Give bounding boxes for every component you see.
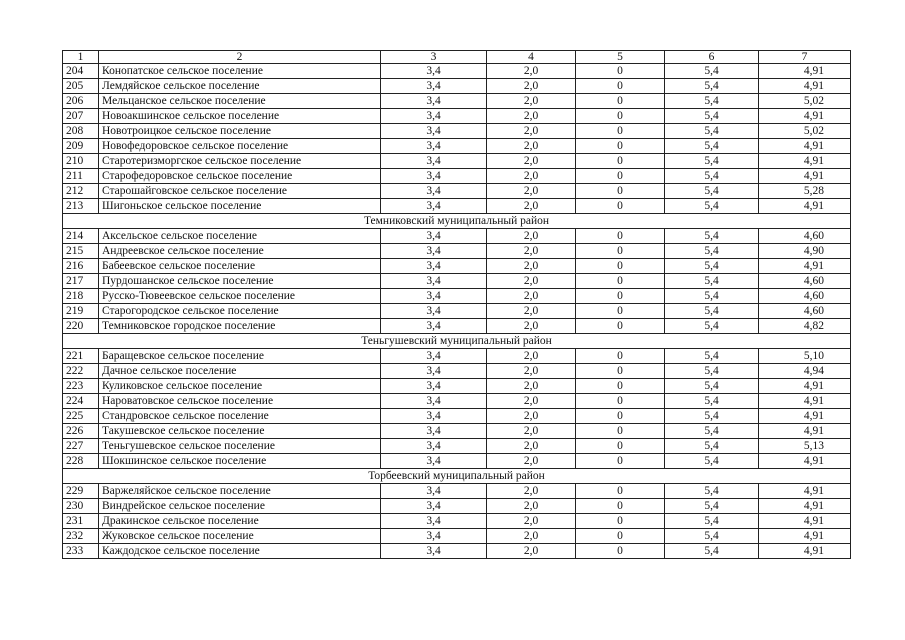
row-number-cell: 230 [63, 499, 99, 514]
col7-cell: 4,60 [759, 304, 851, 319]
settlement-name-cell: Новотроицкое сельское поселение [99, 124, 381, 139]
col4-cell: 2,0 [487, 514, 576, 529]
table-row [63, 349, 851, 364]
col5-cell: 0 [576, 379, 665, 394]
col3-cell: 3,4 [381, 439, 487, 454]
settlement-name-cell: Мельцанское сельское поселение [99, 94, 381, 109]
settlement-name-cell: Шокшинское сельское поселение [99, 454, 381, 469]
section-row [63, 334, 851, 349]
col4-cell: 2,0 [487, 499, 576, 514]
col7-cell: 4,82 [759, 319, 851, 334]
col7-cell: 4,91 [759, 454, 851, 469]
row-number-cell: 218 [63, 289, 99, 304]
col6-cell: 5,4 [665, 124, 759, 139]
col6-cell: 5,4 [665, 259, 759, 274]
table-row [63, 184, 851, 199]
row-number-cell: 220 [63, 319, 99, 334]
settlement-name-cell: Старошайговское сельское поселение [99, 184, 381, 199]
col7-cell: 4,91 [759, 499, 851, 514]
row-number-cell: 224 [63, 394, 99, 409]
table-row [63, 289, 851, 304]
col3-cell: 3,4 [381, 349, 487, 364]
col7-cell: 5,28 [759, 184, 851, 199]
col6-cell: 5,4 [665, 289, 759, 304]
col4-cell: 2,0 [487, 79, 576, 94]
col3-cell: 3,4 [381, 94, 487, 109]
col4-cell: 2,0 [487, 319, 576, 334]
table-row [63, 124, 851, 139]
settlement-name-cell: Новофедоровское сельское поселение [99, 139, 381, 154]
col6-cell: 5,4 [665, 454, 759, 469]
settlement-name-cell: Каждодское сельское поселение [99, 544, 381, 559]
col4-cell: 2,0 [487, 94, 576, 109]
col7-cell: 4,91 [759, 169, 851, 184]
col7-cell: 4,91 [759, 109, 851, 124]
col3-cell: 3,4 [381, 409, 487, 424]
table-row [63, 229, 851, 244]
col5-cell: 0 [576, 439, 665, 454]
settlement-name-cell: Виндрейское сельское поселение [99, 499, 381, 514]
col4-cell: 2,0 [487, 529, 576, 544]
col5-cell: 0 [576, 139, 665, 154]
col3-cell: 3,4 [381, 109, 487, 124]
table-row [63, 439, 851, 454]
table-row [63, 64, 851, 79]
col5-cell: 0 [576, 529, 665, 544]
col7-cell: 4,60 [759, 289, 851, 304]
col3-cell: 3,4 [381, 259, 487, 274]
col5-cell: 0 [576, 124, 665, 139]
table-row [63, 529, 851, 544]
col6-cell: 5,4 [665, 349, 759, 364]
col6-cell: 5,4 [665, 229, 759, 244]
col3-cell: 3,4 [381, 139, 487, 154]
col5-cell: 0 [576, 364, 665, 379]
header-cell: 4 [487, 51, 576, 64]
settlement-name-cell: Такушевское сельское поселение [99, 424, 381, 439]
col6-cell: 5,4 [665, 274, 759, 289]
section-title: Торбеевский муниципальный район [63, 469, 851, 484]
col3-cell: 3,4 [381, 304, 487, 319]
col3-cell: 3,4 [381, 379, 487, 394]
col7-cell: 4,91 [759, 544, 851, 559]
row-number-cell: 213 [63, 199, 99, 214]
settlement-name-cell: Стандровское сельское поселение [99, 409, 381, 424]
col4-cell: 2,0 [487, 154, 576, 169]
row-number-cell: 232 [63, 529, 99, 544]
row-number-cell: 219 [63, 304, 99, 319]
row-number-cell: 214 [63, 229, 99, 244]
table-row [63, 259, 851, 274]
col4-cell: 2,0 [487, 409, 576, 424]
table-row [63, 454, 851, 469]
col3-cell: 3,4 [381, 274, 487, 289]
row-number-cell: 210 [63, 154, 99, 169]
col5-cell: 0 [576, 154, 665, 169]
col5-cell: 0 [576, 109, 665, 124]
row-number-cell: 231 [63, 514, 99, 529]
col6-cell: 5,4 [665, 379, 759, 394]
col3-cell: 3,4 [381, 124, 487, 139]
col4-cell: 2,0 [487, 484, 576, 499]
row-number-cell: 217 [63, 274, 99, 289]
col4-cell: 2,0 [487, 349, 576, 364]
col4-cell: 2,0 [487, 169, 576, 184]
col7-cell: 5,02 [759, 124, 851, 139]
header-cell: 3 [381, 51, 487, 64]
row-number-cell: 223 [63, 379, 99, 394]
settlement-name-cell: Шигоньское сельское поселение [99, 199, 381, 214]
col3-cell: 3,4 [381, 499, 487, 514]
col4-cell: 2,0 [487, 229, 576, 244]
col6-cell: 5,4 [665, 94, 759, 109]
col7-cell: 5,02 [759, 94, 851, 109]
header-cell: 6 [665, 51, 759, 64]
settlement-name-cell: Новоакшинское сельское поселение [99, 109, 381, 124]
table-row [63, 379, 851, 394]
table-row [63, 199, 851, 214]
row-number-cell: 206 [63, 94, 99, 109]
col3-cell: 3,4 [381, 514, 487, 529]
col3-cell: 3,4 [381, 529, 487, 544]
col5-cell: 0 [576, 319, 665, 334]
col3-cell: 3,4 [381, 364, 487, 379]
header-cell: 7 [759, 51, 851, 64]
col7-cell: 5,13 [759, 439, 851, 454]
row-number-cell: 226 [63, 424, 99, 439]
col6-cell: 5,4 [665, 109, 759, 124]
col7-cell: 4,90 [759, 244, 851, 259]
col4-cell: 2,0 [487, 394, 576, 409]
col5-cell: 0 [576, 229, 665, 244]
col5-cell: 0 [576, 259, 665, 274]
settlement-name-cell: Темниковское городское поселение [99, 319, 381, 334]
col5-cell: 0 [576, 409, 665, 424]
col6-cell: 5,4 [665, 79, 759, 94]
col7-cell: 4,91 [759, 64, 851, 79]
col7-cell: 4,60 [759, 229, 851, 244]
col3-cell: 3,4 [381, 424, 487, 439]
col4-cell: 2,0 [487, 424, 576, 439]
col4-cell: 2,0 [487, 64, 576, 79]
col4-cell: 2,0 [487, 289, 576, 304]
table-row [63, 409, 851, 424]
col6-cell: 5,4 [665, 169, 759, 184]
row-number-cell: 216 [63, 259, 99, 274]
row-number-cell: 221 [63, 349, 99, 364]
col5-cell: 0 [576, 394, 665, 409]
col7-cell: 4,91 [759, 199, 851, 214]
col4-cell: 2,0 [487, 439, 576, 454]
row-number-cell: 215 [63, 244, 99, 259]
col3-cell: 3,4 [381, 454, 487, 469]
col6-cell: 5,4 [665, 139, 759, 154]
col6-cell: 5,4 [665, 514, 759, 529]
table-row [63, 274, 851, 289]
settlement-name-cell: Аксельское сельское поселение [99, 229, 381, 244]
col6-cell: 5,4 [665, 319, 759, 334]
section-title: Теньгушевский муниципальный район [63, 334, 851, 349]
table-row [63, 169, 851, 184]
col4-cell: 2,0 [487, 244, 576, 259]
col6-cell: 5,4 [665, 544, 759, 559]
table-row [63, 424, 851, 439]
col5-cell: 0 [576, 484, 665, 499]
col7-cell: 4,94 [759, 364, 851, 379]
row-number-cell: 211 [63, 169, 99, 184]
col4-cell: 2,0 [487, 259, 576, 274]
settlement-name-cell: Конопатское сельское поселение [99, 64, 381, 79]
col5-cell: 0 [576, 184, 665, 199]
row-number-cell: 225 [63, 409, 99, 424]
col5-cell: 0 [576, 169, 665, 184]
header-cell: 5 [576, 51, 665, 64]
col3-cell: 3,4 [381, 79, 487, 94]
col7-cell: 4,91 [759, 424, 851, 439]
col5-cell: 0 [576, 424, 665, 439]
col5-cell: 0 [576, 349, 665, 364]
row-number-cell: 204 [63, 64, 99, 79]
col3-cell: 3,4 [381, 154, 487, 169]
row-number-cell: 229 [63, 484, 99, 499]
col5-cell: 0 [576, 244, 665, 259]
header-cell: 1 [63, 51, 99, 64]
col5-cell: 0 [576, 514, 665, 529]
table-row [63, 484, 851, 499]
col7-cell: 4,91 [759, 259, 851, 274]
col7-cell: 4,91 [759, 409, 851, 424]
col6-cell: 5,4 [665, 439, 759, 454]
table-row [63, 394, 851, 409]
row-number-cell: 222 [63, 364, 99, 379]
data-table [62, 50, 851, 559]
col6-cell: 5,4 [665, 184, 759, 199]
col3-cell: 3,4 [381, 484, 487, 499]
table-row [63, 94, 851, 109]
col4-cell: 2,0 [487, 304, 576, 319]
table-body [63, 64, 851, 559]
settlement-name-cell: Куликовское сельское поселение [99, 379, 381, 394]
row-number-cell: 212 [63, 184, 99, 199]
col5-cell: 0 [576, 304, 665, 319]
settlement-name-cell: Старофедоровское сельское поселение [99, 169, 381, 184]
col7-cell: 5,10 [759, 349, 851, 364]
row-number-cell: 205 [63, 79, 99, 94]
col4-cell: 2,0 [487, 454, 576, 469]
row-number-cell: 207 [63, 109, 99, 124]
col7-cell: 4,91 [759, 394, 851, 409]
col7-cell: 4,60 [759, 274, 851, 289]
col6-cell: 5,4 [665, 484, 759, 499]
col4-cell: 2,0 [487, 199, 576, 214]
section-row [63, 214, 851, 229]
col4-cell: 2,0 [487, 274, 576, 289]
col3-cell: 3,4 [381, 229, 487, 244]
table-row [63, 319, 851, 334]
table-row [63, 154, 851, 169]
section-title: Темниковский муниципальный район [63, 214, 851, 229]
settlement-name-cell: Дракинское сельское поселение [99, 514, 381, 529]
table-row [63, 139, 851, 154]
settlement-name-cell: Теньгушевское сельское поселение [99, 439, 381, 454]
col5-cell: 0 [576, 64, 665, 79]
settlement-name-cell: Варжеляйское сельское поселение [99, 484, 381, 499]
row-number-cell: 209 [63, 139, 99, 154]
col7-cell: 4,91 [759, 514, 851, 529]
col7-cell: 4,91 [759, 154, 851, 169]
col5-cell: 0 [576, 499, 665, 514]
col5-cell: 0 [576, 199, 665, 214]
col7-cell: 4,91 [759, 379, 851, 394]
col7-cell: 4,91 [759, 139, 851, 154]
col5-cell: 0 [576, 289, 665, 304]
col5-cell: 0 [576, 544, 665, 559]
col6-cell: 5,4 [665, 244, 759, 259]
col7-cell: 4,91 [759, 529, 851, 544]
col4-cell: 2,0 [487, 124, 576, 139]
col6-cell: 5,4 [665, 529, 759, 544]
section-row [63, 469, 851, 484]
col5-cell: 0 [576, 79, 665, 94]
col4-cell: 2,0 [487, 139, 576, 154]
col4-cell: 2,0 [487, 544, 576, 559]
settlement-name-cell: Старотеризморгское сельское поселение [99, 154, 381, 169]
col6-cell: 5,4 [665, 64, 759, 79]
settlement-name-cell: Андреевское сельское поселение [99, 244, 381, 259]
col3-cell: 3,4 [381, 544, 487, 559]
col3-cell: 3,4 [381, 289, 487, 304]
header-cell: 2 [99, 51, 381, 64]
col5-cell: 0 [576, 94, 665, 109]
col4-cell: 2,0 [487, 364, 576, 379]
row-number-cell: 227 [63, 439, 99, 454]
col6-cell: 5,4 [665, 499, 759, 514]
table-row [63, 109, 851, 124]
col3-cell: 3,4 [381, 199, 487, 214]
settlement-name-cell: Нароватовское сельское поселение [99, 394, 381, 409]
table-row [63, 304, 851, 319]
col6-cell: 5,4 [665, 199, 759, 214]
settlement-name-cell: Старогородское сельское поселение [99, 304, 381, 319]
col4-cell: 2,0 [487, 379, 576, 394]
col6-cell: 5,4 [665, 424, 759, 439]
table-row [63, 514, 851, 529]
col6-cell: 5,4 [665, 394, 759, 409]
settlement-name-cell: Бабеевское сельское поселение [99, 259, 381, 274]
settlement-name-cell: Русско-Тювеевское сельское поселение [99, 289, 381, 304]
col7-cell: 4,91 [759, 79, 851, 94]
settlement-name-cell: Жуковское сельское поселение [99, 529, 381, 544]
col7-cell: 4,91 [759, 484, 851, 499]
table-row [63, 244, 851, 259]
col3-cell: 3,4 [381, 394, 487, 409]
col6-cell: 5,4 [665, 364, 759, 379]
col6-cell: 5,4 [665, 304, 759, 319]
col4-cell: 2,0 [487, 109, 576, 124]
table-row [63, 544, 851, 559]
settlement-name-cell: Лемдяйское сельское поселение [99, 79, 381, 94]
row-number-cell: 233 [63, 544, 99, 559]
row-number-cell: 208 [63, 124, 99, 139]
col5-cell: 0 [576, 274, 665, 289]
settlement-name-cell: Баращевское сельское поселение [99, 349, 381, 364]
col3-cell: 3,4 [381, 244, 487, 259]
settlement-name-cell: Дачное сельское поселение [99, 364, 381, 379]
col6-cell: 5,4 [665, 409, 759, 424]
table-row [63, 364, 851, 379]
col3-cell: 3,4 [381, 319, 487, 334]
table-row [63, 499, 851, 514]
col6-cell: 5,4 [665, 154, 759, 169]
table-row [63, 79, 851, 94]
col4-cell: 2,0 [487, 184, 576, 199]
col3-cell: 3,4 [381, 184, 487, 199]
settlement-name-cell: Пурдошанское сельское поселение [99, 274, 381, 289]
col3-cell: 3,4 [381, 64, 487, 79]
row-number-cell: 228 [63, 454, 99, 469]
header-row [63, 51, 851, 64]
col3-cell: 3,4 [381, 169, 487, 184]
col5-cell: 0 [576, 454, 665, 469]
